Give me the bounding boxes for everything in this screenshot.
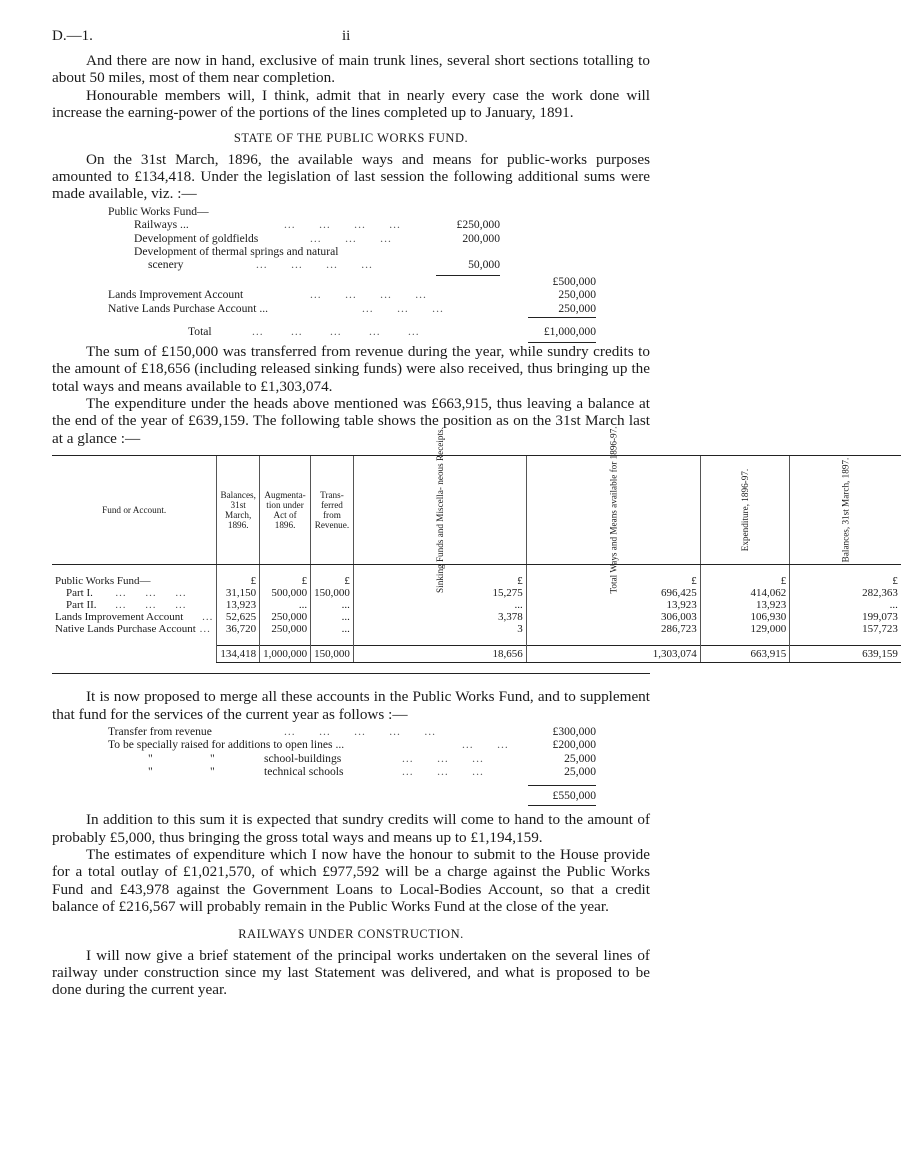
table-bottom-rule (52, 673, 650, 674)
sums-row-goldfields: Development of goldfields ... ... ... 200,000 (134, 231, 500, 245)
header-expenditure: Expenditure, 1896-97. (739, 469, 750, 552)
proposal-row-total (52, 789, 650, 802)
page-number: ii (342, 28, 351, 44)
total-expenditure: 663,915 (700, 646, 789, 663)
cell-sinking: 3 (353, 623, 526, 635)
row-label: Part II. ... ... ... (66, 599, 187, 612)
table-row (52, 599, 901, 611)
sums-row-total: Total ... ... ... ... ... £1,000,000 (188, 324, 596, 338)
cell-transferred: ... (311, 611, 354, 623)
table-spacer-row (52, 635, 901, 646)
page-header (52, 28, 650, 52)
header-fund-or-account: Fund or Account. (52, 456, 217, 565)
cell-balances-1896: 13,923 (217, 599, 260, 611)
paragraph-transferred-from-revenue: The sum of £150,000 was transferred from revenue during the year, while sundry credits to the amount of £18,656 (including released sinking funds) were also received, thus bringing up the total ways and means available to £1,303,074. (52, 342, 650, 395)
currency-symbol: £ (311, 575, 354, 587)
cell-expenditure: 13,923 (700, 599, 789, 611)
sums-thermal-label-1: Development of thermal springs and natural (134, 245, 339, 259)
proposal-list (52, 725, 650, 801)
paragraph-sundry-credits: In addition to this sum it is expected that sundry credits will come to hand to the amount of probably £5,000, thus bringing the gross total ways and means up to £1,194,159. (52, 811, 650, 846)
currency-symbol: £ (790, 575, 901, 587)
cell-expenditure: 129,000 (700, 623, 789, 635)
sums-thermal-label-2: scenery (148, 258, 184, 272)
paragraph-ways-and-means: On the 31st March, 1896, the available ways and means for public-works purposes amounted to £134,418. Under the legislation of last session the following additional sums were made available, viz. :— (52, 150, 650, 203)
table-spacer-row (52, 565, 901, 576)
cell-balances-1896: 36,720 (217, 623, 260, 635)
currency-symbol: £ (526, 575, 700, 587)
table-totals-row (52, 646, 901, 663)
cell-augmentation: ... (260, 599, 311, 611)
proposal-row-technical: " " technical schools ... ... ... 25,000 (148, 765, 596, 779)
cell-balances-1897: ... (790, 599, 901, 611)
header-balances-1896: Balances, 31st March, 1896. (217, 456, 260, 565)
table-row (52, 611, 901, 623)
row-label: Part I. ... ... ... (66, 587, 187, 600)
row-label: Native Lands Purchase Account ... (55, 623, 211, 636)
proposal-transfer-label: Transfer from revenue (108, 725, 212, 739)
header-transferred: Trans- ferred from Revenue. (311, 456, 354, 565)
paragraph-short-sections: And there are now in hand, exclusive of main trunk lines, several short sections totalling to about 50 miles, most of them near completion. (52, 52, 650, 87)
sums-railways-label: Railways ... (134, 218, 189, 232)
sums-total-rule-top (528, 317, 596, 318)
document-page (52, 28, 898, 999)
proposal-school-value: 25,000 (564, 751, 596, 765)
additional-sums-list (52, 204, 650, 338)
header-balances-1897-cell (790, 456, 901, 565)
cell-transferred: ... (311, 623, 354, 635)
currency-symbol: £ (260, 575, 311, 587)
sums-row-fund-total (52, 275, 650, 288)
total-sinking: 18,656 (353, 646, 526, 663)
cell-sinking: 3,378 (353, 611, 526, 623)
sums-row-thermal (52, 245, 650, 258)
currency-symbol: £ (217, 575, 260, 587)
heading-railways-under-construction: RAILWAYS UNDER CONSTRUCTION. (238, 926, 464, 941)
total-ways: 1,303,074 (526, 646, 700, 663)
cell-augmentation: 250,000 (260, 611, 311, 623)
ditto-mark: " (210, 765, 215, 779)
table-currency-row (52, 575, 901, 587)
table-fund-label: Public Works Fund— (55, 575, 151, 588)
cell-total-ways: 286,723 (526, 623, 700, 635)
cell-balances-1897: 199,073 (790, 611, 901, 623)
proposal-total-rule-top (528, 785, 596, 786)
proposal-total-value: £550,000 (552, 789, 596, 803)
paragraph-railway-statement: I will now give a brief statement of the principal works undertaken on the several lines of railway under construction since my last Statement was delivered, and what is proposed to be done during the current year. (52, 946, 650, 999)
ditto-mark: " (210, 751, 215, 765)
proposal-row-school: " " school-buildings ... ... ... 25,000 (148, 751, 596, 765)
sums-native-label: Native Lands Purchase Account ... (108, 301, 269, 315)
sums-native-value: 250,000 (558, 301, 596, 315)
currency-symbol: £ (353, 575, 526, 587)
paragraph-earning-power: Honourable members will, I think, admit that in nearly every case the work done will increase the earning-power of the portions of the lines completed up to January, 1891. (52, 86, 650, 122)
total-augmentation: 1,000,000 (260, 646, 311, 663)
currency-symbol: £ (700, 575, 789, 587)
proposal-raised-value: £200,000 (552, 738, 596, 752)
paragraph-merge-accounts: It is now proposed to merge all these accounts in the Public Works Fund, and to supplement that fund for the services of the current year as follows :— (52, 688, 650, 723)
sums-total-rule-bottom (528, 342, 596, 343)
total-transferred: 150,000 (311, 646, 354, 663)
sums-row-native: Native Lands Purchase Account ... ... ... ... 250,000 (108, 301, 596, 315)
cell-augmentation: 250,000 (260, 623, 311, 635)
proposal-row-raised: To be specially raised for additions to open lines ... ... ... £200,000 (108, 738, 596, 752)
proposal-row-transfer: Transfer from revenue ... ... ... ... ... £300,000 (108, 725, 596, 739)
heading-public-works-fund: STATE OF THE PUBLIC WORKS FUND. (233, 130, 469, 145)
sums-goldfields-value: 200,000 (462, 231, 500, 245)
sums-total-value: £1,000,000 (543, 324, 596, 338)
cell-transferred: ... (311, 599, 354, 611)
proposal-total-rule-bottom (528, 805, 596, 806)
cell-expenditure: 414,062 (700, 587, 789, 599)
total-balances-1896: 134,418 (217, 646, 260, 663)
row-label: Lands Improvement Account ... (55, 611, 214, 624)
header-balances-1897: Balances, 31st March, 1897. (840, 457, 851, 563)
sums-fund-label: Public Works Fund— (108, 204, 209, 218)
cell-balances-1897: 157,723 (790, 623, 901, 635)
paragraph-expenditure: The expenditure under the heads above mentioned was £663,915, thus leaving a balance at the end of the year of £639,159. The following table shows the position as on the 31st March last at a glance :— (52, 395, 650, 447)
header-sinking-funds: Sinking Funds and Miscella- neous Receipts. (434, 427, 445, 594)
cell-total-ways: 306,003 (526, 611, 700, 623)
cell-balances-1896: 52,625 (217, 611, 260, 623)
proposal-transfer-value: £300,000 (552, 725, 596, 739)
public-works-table (52, 426, 901, 663)
cell-balances-1896: 31,150 (217, 587, 260, 599)
cell-expenditure: 106,930 (700, 611, 789, 623)
sums-lands-value: 250,000 (558, 288, 596, 302)
sums-thermal-value: 50,000 (468, 258, 500, 272)
ditto-mark: " (148, 765, 153, 779)
sums-row-fund (52, 205, 650, 218)
sums-row-railways: Railways ... ... ... ... ... £250,000 (134, 218, 500, 232)
proposal-raised-label: To be specially raised for additions to open lines ... (108, 738, 345, 752)
ditto-mark: " (148, 751, 153, 765)
sums-row-scenery: scenery ... ... ... ... 50,000 (148, 258, 500, 272)
header-expenditure-cell (700, 456, 789, 565)
cell-balances-1897: 282,363 (790, 587, 901, 599)
cell-transferred: 150,000 (311, 587, 354, 599)
proposal-tech-value: 25,000 (564, 765, 596, 779)
cell-total-ways: 696,425 (526, 587, 700, 599)
sums-total-label: Total (188, 324, 212, 338)
header-total-ways: Total Ways and Means available for 1896-97. (608, 426, 619, 594)
sums-lands-label: Lands Improvement Account (108, 288, 244, 302)
cell-sinking: 15,275 (353, 587, 526, 599)
proposal-tech-label: technical schools (264, 765, 344, 779)
sums-goldfields-label: Development of goldfields (134, 231, 259, 245)
header-augmentation: Augmenta- tion under Act of 1896. (260, 456, 311, 565)
proposal-school-label: school-buildings (264, 751, 342, 765)
cell-augmentation: 500,000 (260, 587, 311, 599)
sums-railways-value: £250,000 (456, 218, 500, 232)
document-code: D.—1. (52, 28, 93, 44)
cell-total-ways: 13,923 (526, 599, 700, 611)
sums-row-lands: Lands Improvement Account ... ... ... ... 250,000 (108, 288, 596, 302)
total-balances-1897: 639,159 (790, 646, 901, 663)
paragraph-estimates: The estimates of expenditure which I now have the honour to submit to the House provide for a total outlay of £1,021,570, of which £977,592 will be a charge against the Public Works Fund and £43,978 against the Government Loans to Local-Bodies Account, so that a credit balance of £216,567 will probably remain in the Public Works Fund at the close of the year. (52, 845, 650, 916)
sums-fund-total: £500,000 (552, 274, 596, 288)
table-row (52, 587, 901, 599)
cell-sinking: ... (353, 599, 526, 611)
table-row (52, 623, 901, 635)
